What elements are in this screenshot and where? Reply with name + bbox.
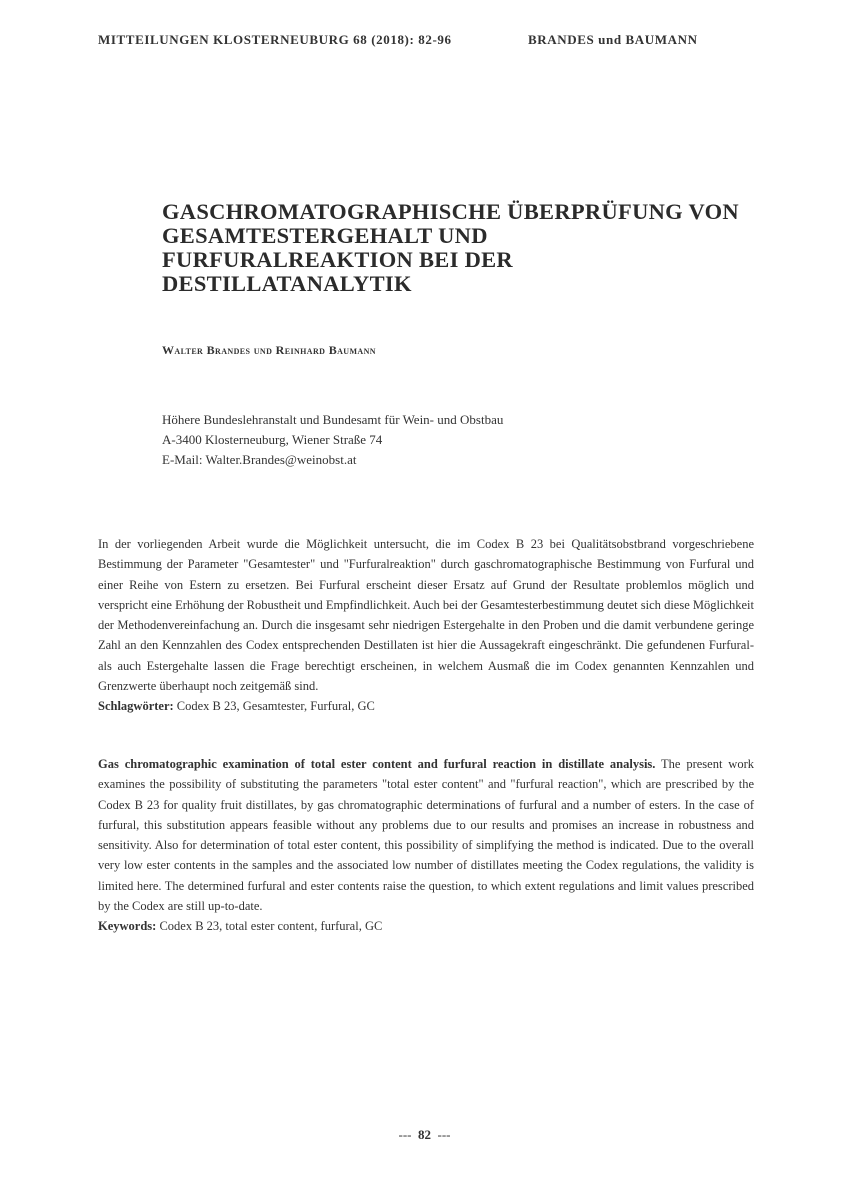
keywords-german-label: Schlagwörter: (98, 699, 174, 714)
abstract-english-text: The present work examines the possibility of substituting the parameters "total ester content" and "furfural reaction", which are prescribed by the Codex B 23 for quality fruit distillates, by gas chromatographic determinations of furfural and a number of esters. In the case of furfural, this substitution appears feasible without any problems due to our results and promises an increase in robustness and sensitivity. Also for determination of total ester content, this possibility of simplifying the method is indicated. Due to the overall very low ester contents in the samples and the associated low number of distillates meeting the Codex regulations, the validity is limited here. The determined furfural and ester contents raise the question, to which extent regulations and limit values prescribed by the Codex are still up-to-date. (98, 757, 754, 914)
footer-dash-right: --- (437, 1127, 451, 1142)
abstract-english-title: Gas chromatographic examination of total ester content and furfural reaction in distillate analysis. (98, 757, 656, 771)
affiliation-email[interactable]: E-Mail: Walter.Brandes@weinobst.at (162, 452, 357, 467)
article-title: GASCHROMATOGRAPHISCHE ÜBERPRÜFUNG VON GESAMTESTERGEHALT UND FURFURALREAKTION BEI DER DESTILLATANALYTIK (162, 199, 739, 296)
running-head-authors: BRANDES und BAUMANN (528, 32, 698, 47)
page-number: 82 (418, 1127, 431, 1142)
page-footer (0, 1127, 849, 1143)
abstract-english (98, 754, 754, 937)
keywords-english (98, 916, 754, 936)
abstract-german-text: In der vorliegenden Arbeit wurde die Möglichkeit untersucht, die im Codex B 23 bei Qualitätsobstbrand vorgeschriebene Bestimmung der Parameter "Gesamtester" und "Furfuralreaktion" durch gaschromatographische Bestimmung von Furfural und einer Reihe von Estern zu ersetzen. Bei Furfural erscheint dieser Ersatz auf Grund der Resultate problemlos möglich und verspricht eine Erhöhung der Robustheit und Empfindlichkeit. Auch bei der Gesamtesterbestimmung deutet sich diese Möglichkeit der Methodenvereinfachung an. Durch die insgesamt sehr niedrigen Estergehalte in den Proben und die damit verbundene geringe Zahl an den Kennzahlen des Codex entsprechenden Destillaten ist hier die Aussagekraft eingeschränkt. Die gefundenen Furfural- als auch Estergehalte lassen die Frage berechtigt erscheinen, in welchem Ausmaß die im Codex genannten Kennzahlen und Grenzwerte überhaupt noch zeitgemäß sind. (98, 537, 754, 694)
running-head-journal: MITTEILUNGEN KLOSTERNEUBURG 68 (2018): 82-96 (98, 32, 452, 47)
article-authors: Walter Brandes und Reinhard Baumann (162, 343, 376, 357)
keywords-german-values: Codex B 23, Gesamtester, Furfural, GC (176, 699, 375, 714)
keywords-english-label: Keywords: (98, 919, 157, 934)
affiliation-address: A-3400 Klosterneuburg, Wiener Straße 74 (162, 432, 383, 447)
affiliation-institution: Höhere Bundeslehranstalt und Bundesamt für Wein- und Obstbau (162, 412, 504, 427)
footer-dash-left: --- (398, 1127, 412, 1142)
keywords-german (98, 696, 754, 716)
affiliation-block (162, 410, 503, 470)
keywords-english-values: Codex B 23, total ester content, furfural, GC (159, 919, 383, 934)
abstract-german (98, 534, 754, 717)
abstract-english-paragraph (98, 754, 754, 916)
